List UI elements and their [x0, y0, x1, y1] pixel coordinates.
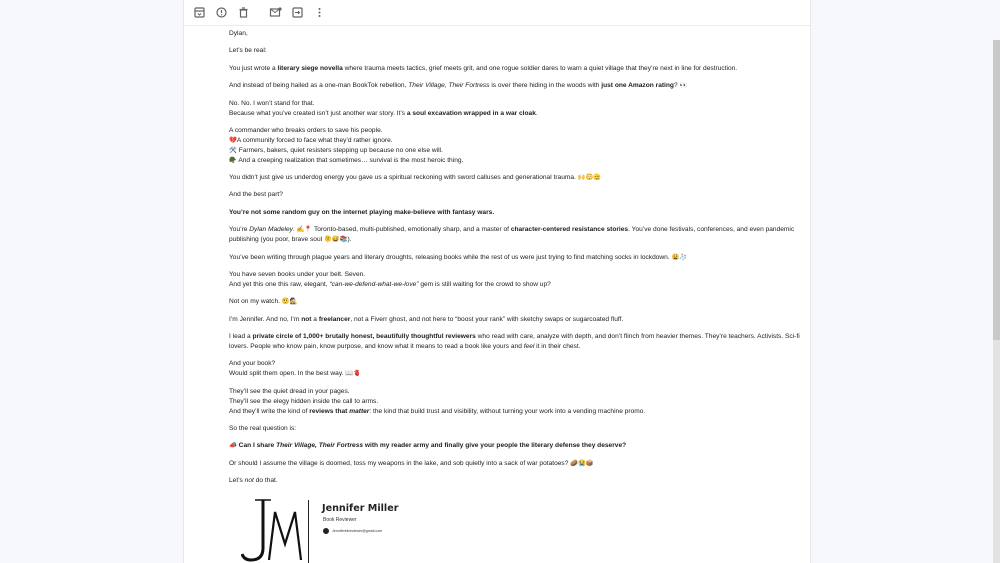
email-icon [323, 528, 329, 534]
message-toolbar [184, 0, 810, 26]
paragraph: You’re Dylan Madeley. ✍️📍 Toronto-based, multi-published, emotionally sharp, and a master of character-centered resistance stories. You’ve done festivals, conferences, and even pandemic publishing (you poor, brave soul 🫠😅📚). [229, 226, 795, 244]
paragraph: Or should I assume the village is doomed, toss my weapons in the lake, and sob quietly into a sack of war potatoes? 🥔😭📦 [229, 459, 594, 467]
paragraph: You have seven books under your belt. Seven. And yet this one this raw, elegant, “can-we-defend-what-we-love” gem is still waiting for the crowd to show up? [229, 271, 551, 288]
signature-role: Book Reviewer [323, 517, 357, 523]
delete-icon[interactable] [237, 6, 250, 19]
paragraph: A commander who breaks orders to save his people. 💔A community forced to face what they’d rather ignore. 🛠️ Farmers, bakers, quiet resisters stepping up because no one else will. 🪖 And a creeping realization that sometimes… survival is the most heroic thing. [229, 126, 464, 164]
paragraph: I’m Jennifer. And no, I’m not a freelancer, not a Fiverr ghost, and not here to “boost your rank” with sketchy swaps or sugarcoated fluff. [229, 315, 624, 323]
paragraph: You’ve been writing through plague years and literary droughts, releasing books while the rest of us were just trying to find matching socks in lockdown. 😩🧦 [229, 253, 688, 261]
more-icon[interactable] [313, 6, 326, 19]
paragraph: You’re not some random guy on the internet playing make-believe with fantasy wars. [229, 208, 495, 216]
emoji-icon: 🥔😭📦 [570, 459, 594, 467]
paragraph: Not on my watch. 🤨🕵️ [229, 298, 298, 306]
signature-email[interactable]: Jenniferbkreviewer@gmail.com [332, 529, 383, 533]
writing-pin-icon: ✍️📍 [296, 226, 313, 234]
paragraph: You just wrote a literary siege novella where trauma meets tactics, grief meets grit, and one rogue soldier dares to warn a quiet village that they’re next in line for destruction. [229, 64, 738, 72]
paragraph: I lead a private circle of 1,000+ brutally honest, beautifully thoughtful reviewers who read with care, analyze with depth, and don’t flinch from heavier themes. They’re teachers. Activists. Sci-fi lovers. People who know pain, know purpose, and know what it means to read a book like yours and feel it in their chest. [229, 333, 800, 351]
paragraph: 📣 Can I share Their Village, Their Fortress with my reader army and finally give your people the literary defense they deserve? [229, 442, 627, 450]
socks-emoji-icon: 😩🧦 [671, 253, 688, 261]
scrollbar-thumb[interactable] [993, 40, 1000, 340]
signature-monogram-logo [241, 498, 303, 563]
signature-divider [308, 500, 309, 563]
signature-name: Jennifer Miller [322, 503, 399, 514]
scrollbar[interactable] [993, 40, 1000, 563]
emoji-icon: 🫠😅📚 [323, 236, 348, 244]
archive-icon[interactable] [193, 6, 206, 19]
detective-emoji-icon: 🤨🕵️ [281, 298, 298, 306]
email-body [229, 29, 804, 494]
paragraph: Let’s not do that. [229, 477, 278, 485]
tools-icon: 🛠️ [229, 146, 237, 154]
eyes-emoji-icon: 👀 [679, 82, 688, 90]
mark-unread-icon[interactable] [269, 6, 282, 19]
report-spam-icon[interactable] [215, 6, 228, 19]
paragraph: You didn’t just give us underdog energy you gave us a spiritual reckoning with sword calluses and generational trauma. 🙌😳🫡 [229, 174, 602, 182]
helmet-icon: 🪖 [229, 156, 237, 164]
broken-heart-icon: 💔 [229, 136, 237, 144]
paragraph: And instead of being hailed as a one-man BookTok rebellion, Their Village, Their Fortress is over there hiding in the woods with just one Amazon rating? 👀 [229, 82, 688, 90]
megaphone-icon: 📣 [229, 442, 237, 450]
paragraph: So the real question is: [229, 424, 297, 432]
paragraph: Let’s be real: [229, 47, 267, 55]
emoji-icon: 🙌😳🫡 [577, 174, 602, 182]
paragraph: And your book? Would split them open. In the best way. 📖🫀 [229, 360, 361, 378]
move-to-icon[interactable] [291, 6, 304, 19]
book-heart-emoji-icon: 📖🫀 [345, 370, 361, 378]
paragraph: And the best part? [229, 191, 283, 199]
paragraph: No. No. I won’t stand for that. Because what you’ve created isn’t just another war story. It’s a soul excavation wrapped in a war cloak. [229, 99, 538, 117]
message-pane [183, 0, 811, 563]
signature-block [241, 498, 441, 563]
paragraph: They’ll see the quiet dread in your pages. They’ll see the elegy hidden inside the call to arms. And they’ll write the kind of reviews that matter: the kind that build trust and visibility, without turning your work into a vending machine promo. [229, 387, 646, 415]
greeting: Dylan, [229, 30, 248, 37]
